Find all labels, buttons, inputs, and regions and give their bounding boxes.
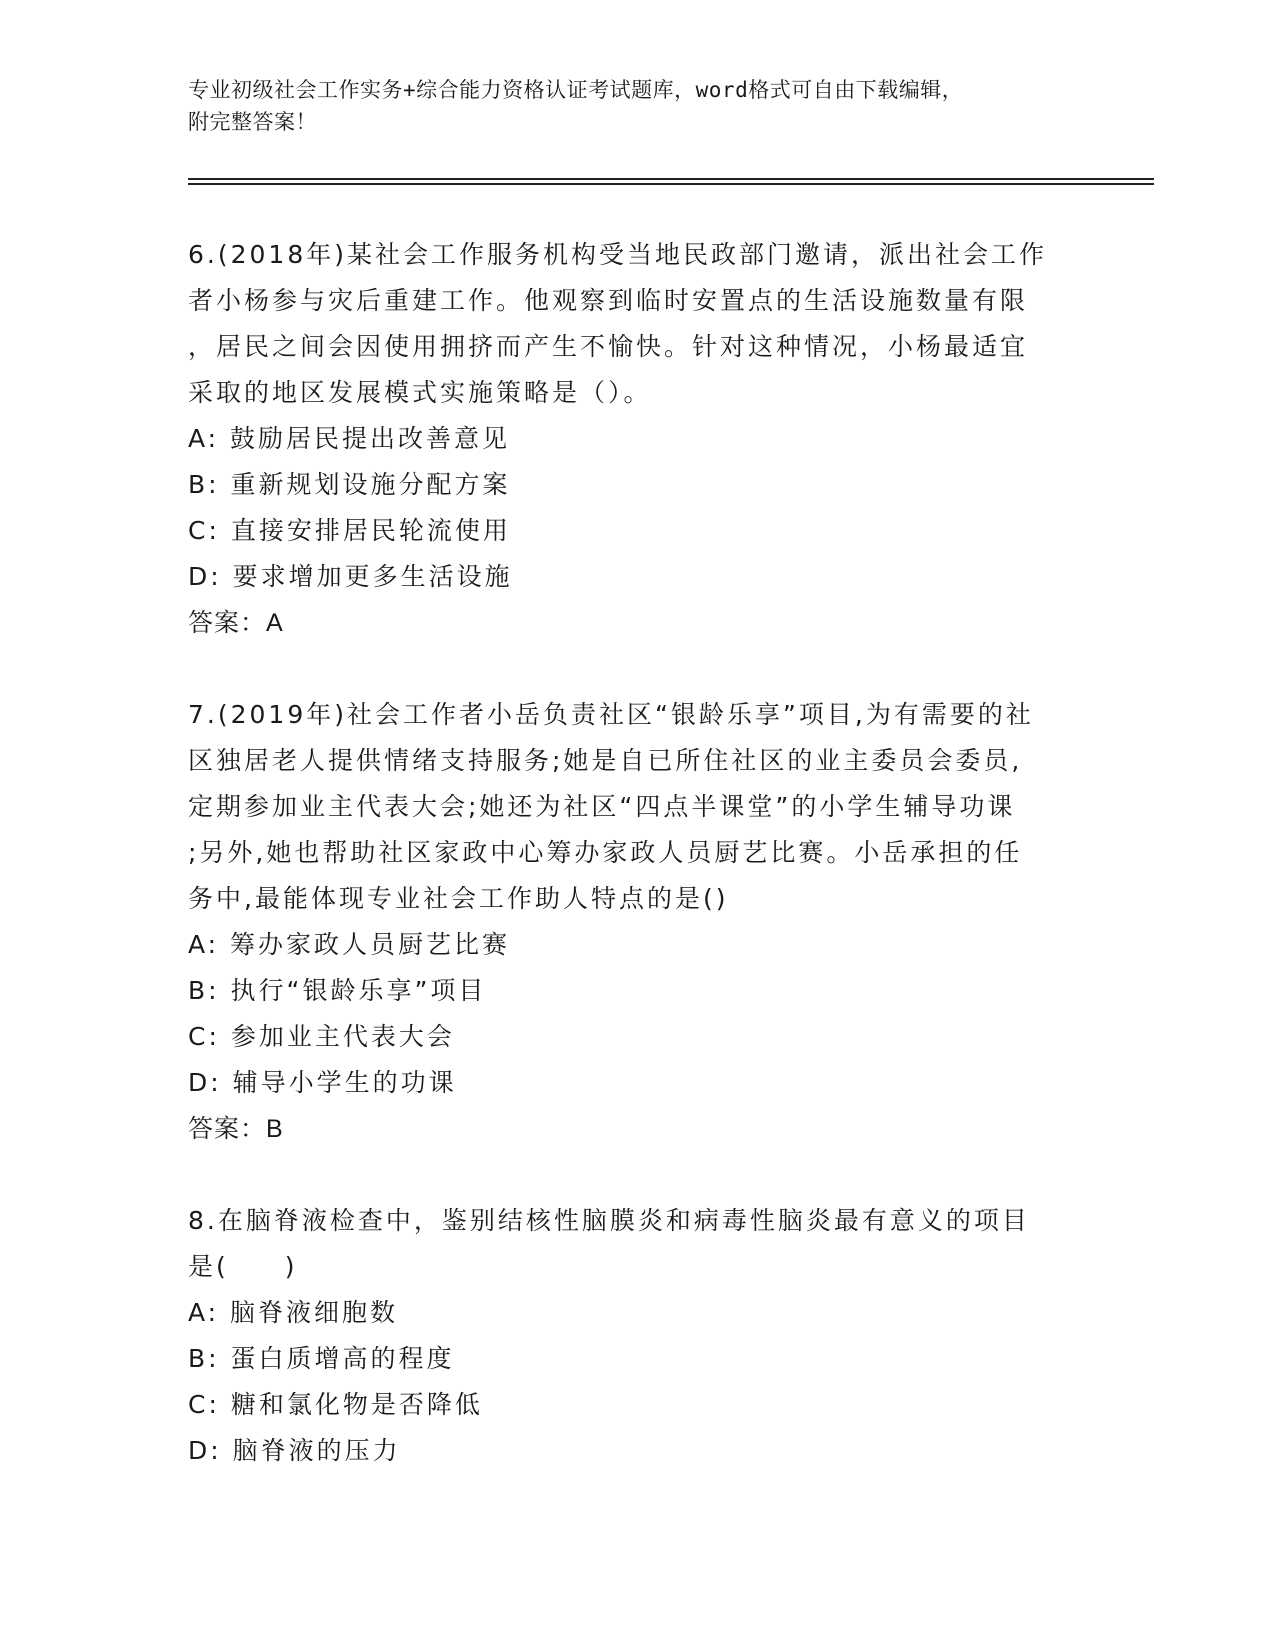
- answer-label: 答案：A: [188, 609, 284, 637]
- question-stem: [188, 1198, 1088, 1290]
- option-c: C: 直接安排居民轮流使用: [188, 516, 511, 545]
- question-list: [188, 232, 1088, 1520]
- question-stem: [188, 232, 1088, 416]
- question-stem: [188, 692, 1088, 922]
- option-b: B: 重新规划设施分配方案: [188, 470, 511, 499]
- document-header: [188, 74, 1088, 138]
- stem-line: 7.(2019年)社会工作者小岳负责社区“银龄乐享”项目,为有需要的社: [188, 700, 1034, 729]
- header-line-1: 专业初级社会工作实务+综合能力资格认证考试题库，word格式可自由下载编辑，: [188, 78, 964, 102]
- header-divider-bottom: [188, 183, 1154, 185]
- stem-line: ，居民之间会因使用拥挤而产生不愉快。针对这种情况，小杨最适宜: [188, 332, 1029, 361]
- stem-line: 采取的地区发展模式实施策略是（）。: [188, 378, 652, 407]
- option-c: C: 糖和氯化物是否降低: [188, 1390, 483, 1419]
- question-6: [188, 232, 1088, 646]
- stem-line: 者小杨参与灾后重建工作。他观察到临时安置点的生活设施数量有限: [188, 286, 1029, 315]
- question-7: [188, 692, 1088, 1152]
- stem-line: 6.(2018年)某社会工作服务机构受当地民政部门邀请，派出社会工作: [188, 240, 1047, 269]
- option-d: D: 脑脊液的压力: [188, 1436, 401, 1465]
- stem-line: 8.在脑脊液检查中，鉴别结核性脑膜炎和病毒性脑炎最有意义的项目: [188, 1206, 1030, 1235]
- option-d: D: 辅导小学生的功课: [188, 1068, 457, 1097]
- option-a: A: 鼓励居民提出改善意见: [188, 424, 511, 453]
- stem-line: ;另外,她也帮助社区家政中心筹办家政人员厨艺比赛。小岳承担的任: [188, 838, 1023, 867]
- stem-line: 定期参加业主代表大会;她还为社区“四点半课堂”的小学生辅导功课: [188, 792, 1016, 821]
- question-8: [188, 1198, 1088, 1474]
- option-b: B: 蛋白质增高的程度: [188, 1344, 455, 1373]
- option-a: A: 筹办家政人员厨艺比赛: [188, 930, 511, 959]
- header-line-2: 附完整答案！: [188, 110, 317, 134]
- stem-line: 务中,最能体现专业社会工作助人特点的是(): [188, 884, 729, 913]
- answer-label: 答案：B: [188, 1115, 284, 1143]
- stem-line: 区独居老人提供情绪支持服务;她是自已所住社区的业主委员会委员,: [188, 746, 1023, 775]
- option-b: B: 执行“银龄乐享”项目: [188, 976, 487, 1005]
- option-d: D: 要求增加更多生活设施: [188, 562, 513, 591]
- option-c: C: 参加业主代表大会: [188, 1022, 455, 1051]
- option-a: A: 脑脊液细胞数: [188, 1298, 399, 1327]
- header-divider-top: [188, 178, 1154, 180]
- stem-line: 是( ): [188, 1252, 298, 1281]
